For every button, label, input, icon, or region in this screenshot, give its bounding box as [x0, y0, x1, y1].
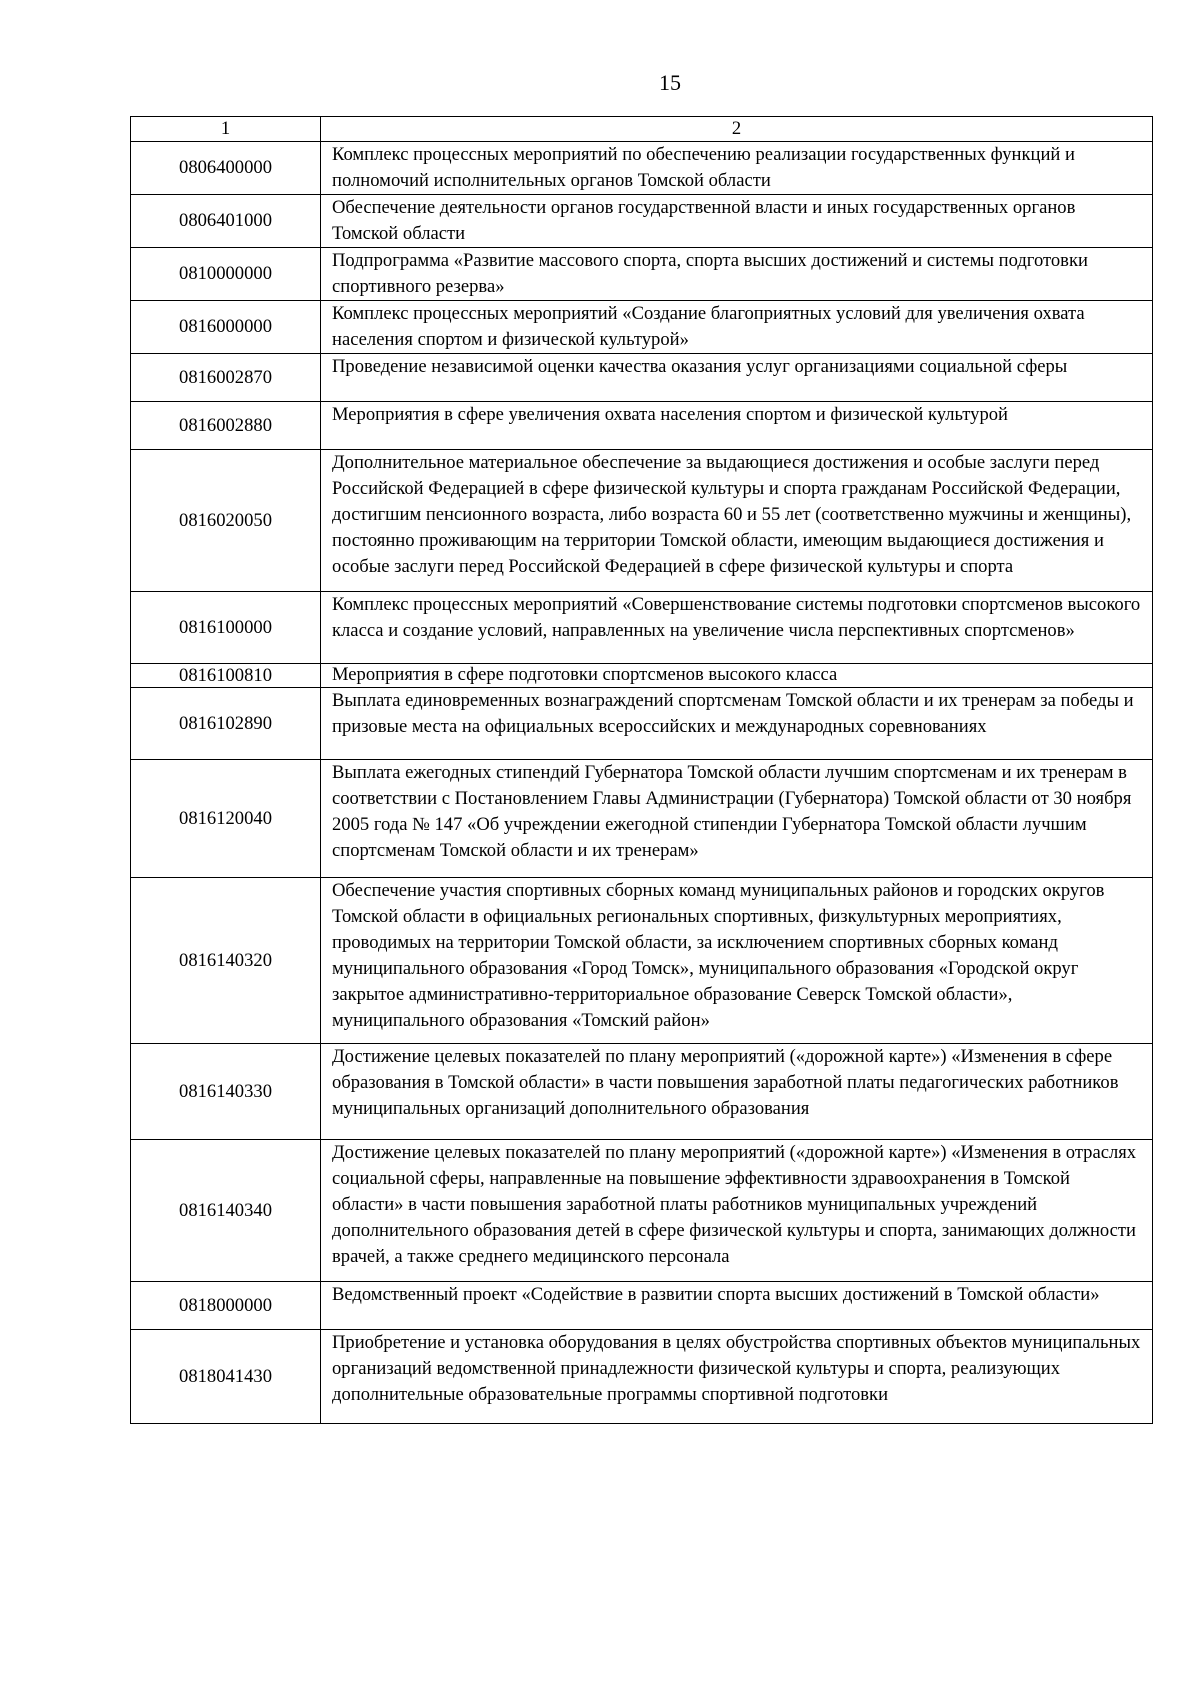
budget-codes-table	[130, 116, 1153, 1424]
row-description: Обеспечение участия спортивных сборных команд муниципальных районов и городских округов Томской области в официальных региональных спортивных, физкультурных мероприятиях, проводимых на территории Томской области, за исключением спортивных сборных команд муниципального образования «Город Томск», муниципального образования «Городской округ закрытое административно-территориальное образование Северск Томской области», муниципального образования «Томский район»	[321, 878, 1153, 1044]
row-description: Дополнительное материальное обеспечение за выдающиеся достижения и особые заслуги перед Российской Федерацией в сфере физической культуры и спорта гражданам Российской Федерации, достигшим пенсионного возраста, либо возраста 60 и 55 лет (соответственно мужчины и женщины), постоянно проживающим на территории Томской области, имеющим выдающиеся достижения и особые заслуги перед Российской Федерацией в сфере физической культуры и спорта	[321, 450, 1153, 592]
table-row	[131, 592, 1153, 664]
row-description: Проведение независимой оценки качества оказания услуг организациями социальной сферы	[321, 354, 1153, 402]
table-row	[131, 248, 1153, 301]
table-row	[131, 1282, 1153, 1330]
row-description: Комплекс процессных мероприятий «Совершенствование системы подготовки спортсменов высокого класса и создание условий, направленных на увеличение числа перспективных спортсменов»	[321, 592, 1153, 664]
row-code: 0806400000	[131, 142, 321, 195]
row-code: 0816020050	[131, 450, 321, 592]
row-code: 0816102890	[131, 688, 321, 760]
row-code: 0816100810	[131, 664, 321, 688]
row-description: Подпрограмма «Развитие массового спорта, спорта высших достижений и системы подготовки спортивного резерва»	[321, 248, 1153, 301]
row-code: 0816140340	[131, 1140, 321, 1282]
table-row	[131, 1330, 1153, 1424]
page-number: 15	[659, 70, 681, 95]
row-code: 0816140330	[131, 1044, 321, 1140]
table-row	[131, 760, 1153, 878]
row-description: Выплата единовременных вознаграждений спортсменам Томской области и их тренерам за победы и призовые места на официальных всероссийских и международных соревнованиях	[321, 688, 1153, 760]
row-description: Комплекс процессных мероприятий по обеспечению реализации государственных функций и полномочий исполнительных органов Томской области	[321, 142, 1153, 195]
row-description: Мероприятия в сфере подготовки спортсменов высокого класса	[321, 664, 1153, 688]
table-row	[131, 301, 1153, 354]
row-description: Достижение целевых показателей по плану мероприятий («дорожной карте») «Изменения в отраслях социальной сферы, направленные на повышение эффективности здравоохранения в Томской области» в части повышения заработной платы работников муниципальных учреждений дополнительного образования детей в сфере физической культуры и спорта, занимающих должности врачей, а также среднего медицинского персонала	[321, 1140, 1153, 1282]
table-row	[131, 450, 1153, 592]
table-row	[131, 1044, 1153, 1140]
row-code: 0816002870	[131, 354, 321, 402]
row-code: 0806401000	[131, 195, 321, 248]
table-row	[131, 664, 1153, 688]
table-row	[131, 688, 1153, 760]
table-row	[131, 878, 1153, 1044]
row-description: Выплата ежегодных стипендий Губернатора Томской области лучшим спортсменам и их тренерам в соответствии с Постановлением Главы Администрации (Губернатора) Томской области от 30 ноября 2005 года № 147 «Об учреждении ежегодной стипендии Губернатора Томской области лучшим спортсменам Томской области и их тренерам»	[321, 760, 1153, 878]
row-code: 0818041430	[131, 1330, 321, 1424]
table-row	[131, 1140, 1153, 1282]
table-row	[131, 195, 1153, 248]
table-row	[131, 354, 1153, 402]
column-header-2: 2	[321, 117, 1153, 142]
row-description: Ведомственный проект «Содействие в развитии спорта высших достижений в Томской области»	[321, 1282, 1153, 1330]
row-code: 0816140320	[131, 878, 321, 1044]
table-row	[131, 402, 1153, 450]
row-code: 0818000000	[131, 1282, 321, 1330]
row-description: Достижение целевых показателей по плану мероприятий («дорожной карте») «Изменения в сфере образования в Томской области» в части повышения заработной платы педагогических работников муниципальных организаций дополнительного образования	[321, 1044, 1153, 1140]
row-code: 0816120040	[131, 760, 321, 878]
row-code: 0816100000	[131, 592, 321, 664]
row-code: 0810000000	[131, 248, 321, 301]
row-code: 0816002880	[131, 402, 321, 450]
row-code: 0816000000	[131, 301, 321, 354]
row-description: Комплекс процессных мероприятий «Создание благоприятных условий для увеличения охвата населения спортом и физической культурой»	[321, 301, 1153, 354]
row-description: Мероприятия в сфере увеличения охвата населения спортом и физической культурой	[321, 402, 1153, 450]
table-header-row	[131, 117, 1153, 142]
row-description: Приобретение и установка оборудования в целях обустройства спортивных объектов муниципальных организаций ведомственной принадлежности физической культуры и спорта, реализующих дополнительные образовательные программы спортивной подготовки	[321, 1330, 1153, 1424]
table-row	[131, 142, 1153, 195]
column-header-1: 1	[131, 117, 321, 142]
row-description: Обеспечение деятельности органов государственной власти и иных государственных органов Томской области	[321, 195, 1153, 248]
